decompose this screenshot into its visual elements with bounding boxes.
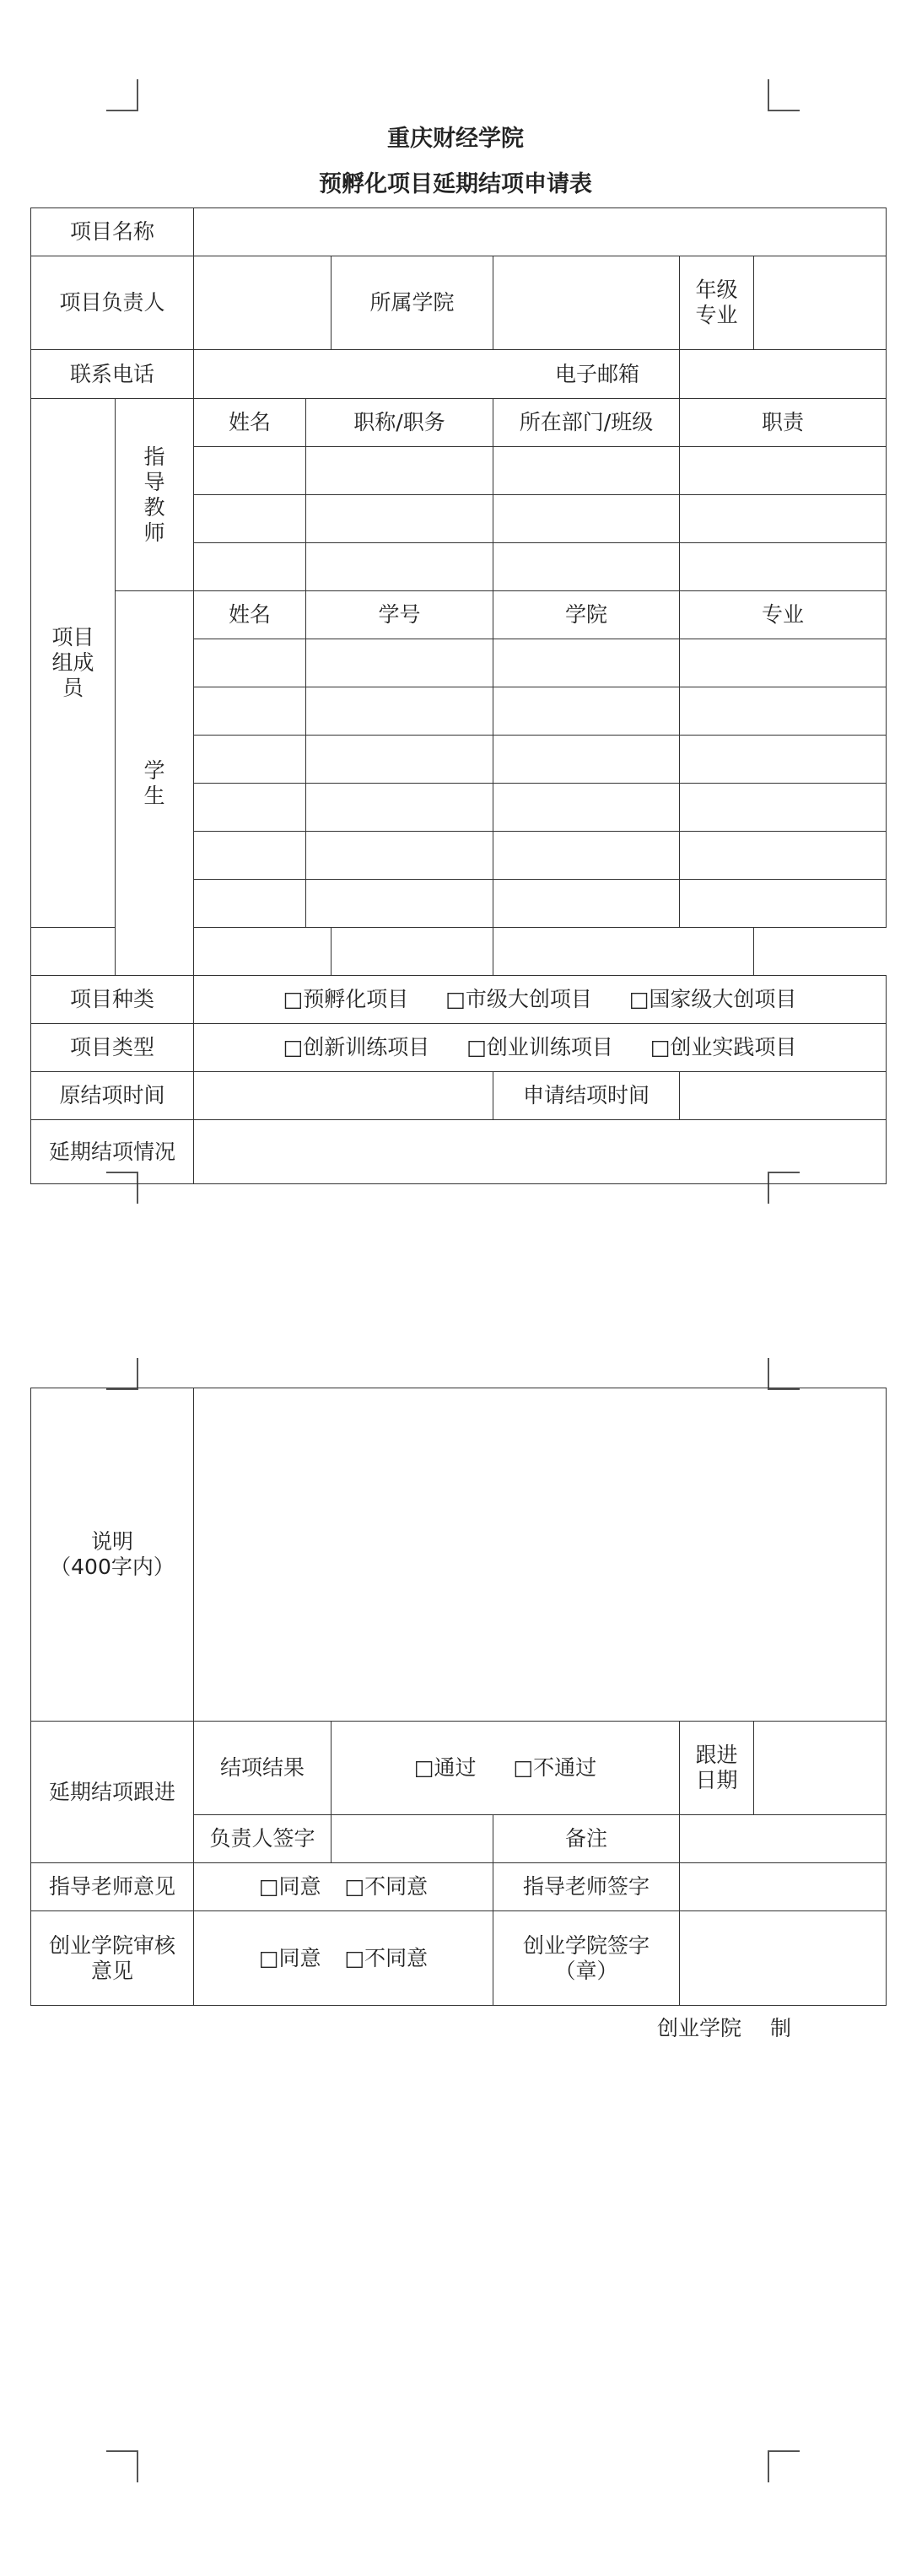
advisor-cell[interactable] (493, 543, 680, 591)
crop-mark (768, 79, 800, 111)
advisor-cell[interactable] (493, 447, 680, 495)
advisor-sign-label: 指导老师签字 (493, 1863, 680, 1911)
follow-up-label: 延期结项跟进 (31, 1722, 194, 1863)
remarks-field[interactable] (680, 1815, 887, 1863)
phone-label: 联系电话 (31, 350, 194, 399)
student-cell[interactable] (194, 832, 306, 880)
student-cell[interactable] (194, 639, 306, 687)
remarks-label: 备注 (493, 1815, 680, 1863)
advisor-char: 教 (143, 494, 165, 520)
college-sign-line: （章） (554, 1958, 618, 1983)
college-review-line: 意见 (90, 1958, 133, 1983)
college-sign-line: 创业学院签字 (522, 1932, 650, 1958)
student-char: 生 (143, 783, 165, 808)
advisor-opinion-options (194, 1863, 493, 1911)
student-cell[interactable] (493, 687, 680, 736)
explanation-label-line: 说明 (90, 1529, 133, 1554)
advisor-col-name: 姓名 (194, 399, 306, 447)
follow-date-label (680, 1722, 754, 1815)
advisor-cell[interactable] (306, 495, 493, 543)
student-cell[interactable] (680, 832, 887, 880)
category-options (194, 976, 887, 1024)
student-cell[interactable] (306, 639, 493, 687)
footer-maker (657, 2012, 791, 2042)
advisor-char: 师 (143, 520, 165, 545)
category-label: 项目种类 (31, 976, 194, 1024)
advisor-char: 指 (143, 444, 165, 469)
grade-major-label (680, 256, 754, 350)
major-label: 专业 (695, 303, 738, 327)
footer-made: 制 (769, 2016, 791, 2040)
project-name-label: 项目名称 (31, 208, 194, 256)
email-cell (555, 350, 887, 399)
college-label: 所属学院 (332, 256, 493, 350)
result-options (332, 1722, 680, 1815)
original-time-label: 原结项时间 (31, 1072, 194, 1120)
project-name-field[interactable] (194, 208, 887, 256)
crop-mark (106, 79, 138, 111)
explanation-field[interactable] (194, 1388, 887, 1722)
student-cell[interactable] (306, 736, 493, 784)
requested-time-label: 申请结项时间 (493, 1072, 680, 1120)
type-options (194, 1024, 887, 1072)
student-cell[interactable] (194, 880, 306, 928)
advisor-cell[interactable] (680, 495, 887, 543)
document-subtitle: 预孵化项目延期结项申请表 (319, 171, 592, 197)
student-label (116, 591, 194, 976)
grade-major-field[interactable] (754, 256, 887, 350)
student-col-id: 学号 (306, 591, 493, 639)
category-checkbox-municipal[interactable]: □市级大创项目 (445, 987, 592, 1011)
college-review-label (31, 1911, 194, 2006)
members-label-line: 员 (62, 676, 84, 700)
requested-time-field[interactable] (680, 1072, 887, 1120)
advisor-cell[interactable] (680, 543, 887, 591)
student-char: 学 (143, 757, 165, 783)
college-review-line: 创业学院审核 (48, 1932, 175, 1958)
result-checkbox-pass[interactable]: □通过 (413, 1755, 477, 1780)
result-checkbox-fail[interactable]: □不通过 (513, 1755, 597, 1780)
advisor-checkbox-agree[interactable]: □同意 (258, 1874, 321, 1899)
grade-label: 年级 (695, 278, 738, 302)
advisor-col-title: 职称/职务 (306, 399, 493, 447)
student-cell[interactable] (680, 639, 887, 687)
advisor-cell[interactable] (194, 495, 306, 543)
college-sign-field[interactable] (680, 1911, 887, 2006)
advisor-label (116, 399, 194, 591)
advisor-col-duty: 职责 (680, 399, 887, 447)
follow-date-line: 日期 (695, 1768, 738, 1792)
college-sign-label (493, 1911, 680, 2006)
category-checkbox-national[interactable]: □国家级大创项目 (628, 987, 797, 1011)
original-time-field[interactable] (194, 1072, 493, 1120)
advisor-cell[interactable] (306, 543, 493, 591)
email-label: 电子邮箱 (555, 362, 640, 386)
advisor-char: 导 (143, 469, 165, 494)
student-cell[interactable] (680, 736, 887, 784)
advisor-sign-field[interactable] (680, 1863, 887, 1911)
type-checkbox-entrepreneurship-training[interactable]: □创业训练项目 (466, 1035, 613, 1059)
student-cell[interactable] (194, 736, 306, 784)
student-cell[interactable] (306, 832, 493, 880)
advisor-cell[interactable] (493, 495, 680, 543)
explanation-label (31, 1388, 194, 1722)
student-cell[interactable] (493, 639, 680, 687)
student-cell[interactable] (493, 736, 680, 784)
leader-sign-label: 负责人签字 (194, 1815, 332, 1863)
student-cell[interactable] (31, 928, 116, 976)
explanation-label-line: （400字内） (50, 1555, 175, 1579)
type-checkbox-innovation[interactable]: □创新训练项目 (283, 1035, 430, 1059)
crop-mark (768, 1358, 800, 1390)
project-leader-field[interactable] (194, 256, 332, 350)
advisor-col-department: 所在部门/班级 (493, 399, 680, 447)
student-cell[interactable] (332, 928, 493, 976)
college-field[interactable] (493, 256, 680, 350)
student-cell[interactable] (306, 687, 493, 736)
college-review-options (194, 1911, 493, 2006)
members-label (31, 399, 116, 928)
student-cell[interactable] (306, 880, 493, 928)
college-checkbox-agree[interactable]: □同意 (258, 1945, 321, 1970)
advisor-cell[interactable] (194, 543, 306, 591)
student-cell[interactable] (493, 928, 754, 976)
delay-status-field[interactable] (194, 1120, 887, 1184)
members-label-line: 组成 (51, 650, 94, 675)
advisor-checkbox-disagree[interactable]: □不同意 (344, 1874, 429, 1899)
type-checkbox-entrepreneurship-practice[interactable]: □创业实践项目 (650, 1035, 797, 1059)
delay-status-label: 延期结项情况 (31, 1120, 194, 1184)
advisor-opinion-label: 指导老师意见 (31, 1863, 194, 1911)
crop-mark (768, 2450, 800, 2482)
result-label: 结项结果 (194, 1722, 332, 1815)
student-cell[interactable] (680, 784, 887, 832)
document-title: 重庆财经学院 (387, 126, 524, 152)
project-leader-label: 项目负责人 (31, 256, 194, 350)
student-cell[interactable] (680, 687, 887, 736)
student-col-major: 专业 (680, 591, 887, 639)
advisor-cell[interactable] (194, 447, 306, 495)
student-col-name: 姓名 (194, 591, 306, 639)
advisor-cell[interactable] (680, 447, 887, 495)
student-cell[interactable] (493, 832, 680, 880)
category-checkbox-preincubation[interactable]: □预孵化项目 (283, 987, 409, 1011)
student-cell[interactable] (306, 784, 493, 832)
student-col-college: 学院 (493, 591, 680, 639)
student-cell[interactable] (680, 880, 887, 928)
student-cell[interactable] (493, 880, 680, 928)
members-label-line: 项目 (51, 625, 94, 649)
advisor-cell[interactable] (306, 447, 493, 495)
student-cell[interactable] (194, 687, 306, 736)
leader-sign-field[interactable] (332, 1815, 493, 1863)
application-form-part1 (30, 207, 887, 1184)
follow-date-field[interactable] (754, 1722, 887, 1815)
type-label: 项目类型 (31, 1024, 194, 1072)
student-cell[interactable] (194, 784, 306, 832)
crop-mark (106, 1358, 138, 1390)
student-cell[interactable] (493, 784, 680, 832)
student-cell[interactable] (194, 928, 332, 976)
crop-mark (106, 2450, 138, 2482)
college-checkbox-disagree[interactable]: □不同意 (344, 1945, 429, 1970)
footer-maker-name: 创业学院 (657, 2016, 742, 2040)
application-form-part2 (30, 1388, 887, 2006)
follow-date-line: 跟进 (695, 1743, 738, 1767)
